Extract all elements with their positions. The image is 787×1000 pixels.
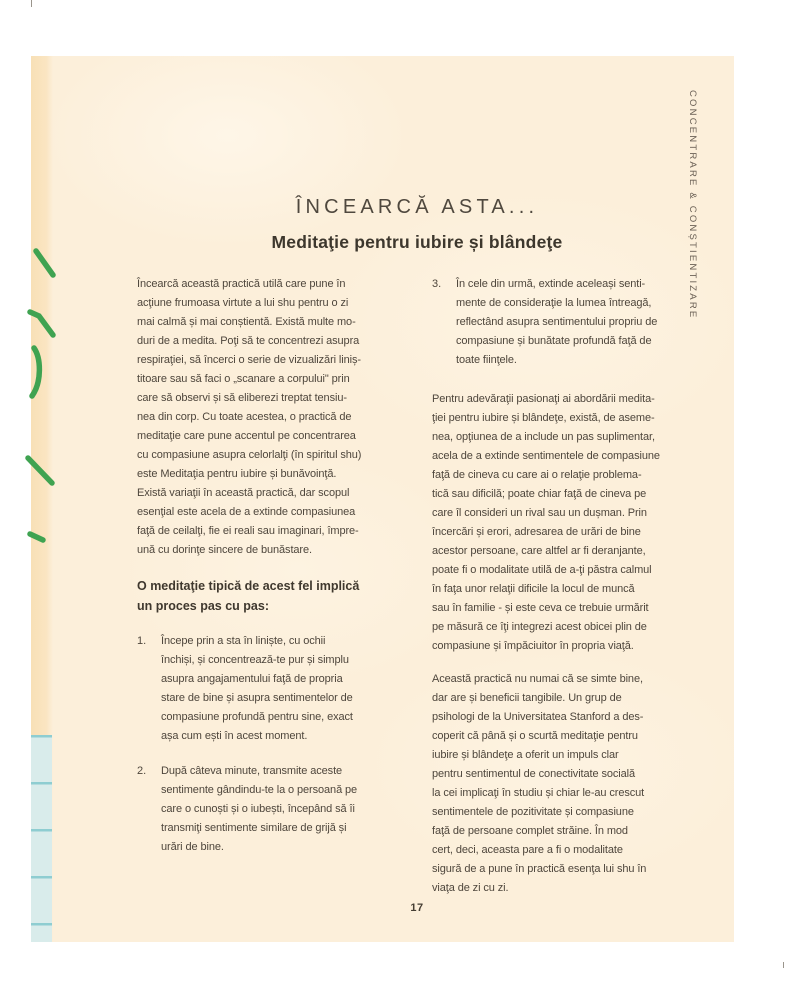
body-paragraph: Pentru adevăraţii pasionaţi ai abordării medita- ţiei pentru iubire și blândeţe, există, de aseme- nea, opţiunea de a include un pas suplimentar, acela de a extinde sentimentele de compasiune faţă de cineva cu care ai o relaţie problema- tică sau dificilă; poate chiar faţă de cineva pe care îl consideri un rival sau un dușman. Prin încercări și erori, adresarea de urări de bine acestor persoane, care altfel ar fi deranjante, poate fi o modalitate utilă de a-ţi păstra calmul în faţa unor relaţii dificile la locul de muncă sau în familie - și este ceva ce trebuie urmărit pe măsură ce îţi integrezi acest obicei plin de compasiune și împăciuitor în propria viaţă. bbox=[432, 393, 660, 652]
green-brushstroke-decoration bbox=[23, 246, 71, 556]
chapter-margin-label: CONCENTRARE & CONȘTIENTIZARE bbox=[687, 90, 698, 320]
steps-subheading: O meditaţie tipică de acest fel implică un proces pas cu pas: bbox=[137, 579, 360, 613]
list-item-text: Începe prin a sta în liniște, cu ochii închiși, și concentrează-te pur și simplu asupra angajamentului faţă de propria stare de bine și asupra sentimentelor de compasiune profundă pentru sine, exact așa cum ești în acest moment. bbox=[161, 635, 353, 742]
crop-mark-bottom-right bbox=[783, 962, 784, 968]
intro-paragraph: Încearcă această practică utilă care pune în acţiune frumoasa virtute a lui shu pentru o zi mai calmă și mai conștientă. Există multe mo- duri de a medita. Poţi să te concentrezi asupra respiraţiei, să încerci o serie de vizualizări liniș- titoare sau să faci o „scanare a corpului" prin care să observi și să eliberezi treptat tensiu- nea din corp. Cu toate acestea, o practică de meditaţie care pune accentul pe concentrarea cu compasiune asupra celorlalţi (în spiritul shu) este Meditaţia pentru iubire și bunăvoinţă. Există variaţii în această practică, dar scopul esenţial este acela de a extinde compasiunea faţă de ceilalţi, fie ei reali sau imaginari, împre- ună cu dorinţe sincere de bunăstare. bbox=[137, 278, 362, 556]
page-title: ÎNCEARCĂ ASTA... bbox=[295, 196, 539, 218]
list-number: 3. bbox=[432, 278, 442, 290]
two-column-layout bbox=[137, 275, 697, 898]
book-page bbox=[31, 56, 734, 942]
list-number: 1. bbox=[137, 635, 147, 647]
right-column bbox=[432, 275, 697, 898]
list-item bbox=[137, 762, 402, 857]
list-number: 2. bbox=[137, 765, 147, 777]
left-column bbox=[137, 275, 402, 898]
list-item-text: În cele din urmă, extinde aceleași senti- mente de consideraţie la lumea întreagă, reflectând asupra sentimentului propriu de compasiune și bunătate profundă faţă de toate fiinţele. bbox=[456, 278, 658, 366]
list-item-text: După câteva minute, transmite aceste sentimente gândindu-te la o persoană pe care o cunoști și o iubești, începând să îi transmiţi sentimente similare de grijă și urări de bine. bbox=[161, 765, 358, 853]
section-subtitle: Meditaţie pentru iubire și blândeţe bbox=[271, 232, 563, 252]
notebook-strip-decoration bbox=[31, 735, 52, 942]
body-paragraph: Această practică nu numai că se simte bine, dar are și beneficii tangibile. Un grup de psihologi de la Universitatea Stanford a des- coperit că până și o scurtă meditaţie pentru iubire și blândeţe a oferit un impuls clar pentru sentimentul de conectivitate socială la cei implicaţi în studiu și chiar le-au crescut sentimentele de pozitivitate și compasiune faţă de persoane complet străine. În mod cert, deci, aceasta pare a fi o modalitate sigură de a pune în practică esenţa lui shu în viaţa de zi cu zi. bbox=[432, 673, 647, 894]
list-item bbox=[137, 632, 402, 746]
list-item bbox=[432, 275, 697, 370]
page-content bbox=[137, 196, 697, 898]
page-number: 17 bbox=[410, 902, 424, 914]
crop-mark-top-left bbox=[31, 0, 32, 7]
